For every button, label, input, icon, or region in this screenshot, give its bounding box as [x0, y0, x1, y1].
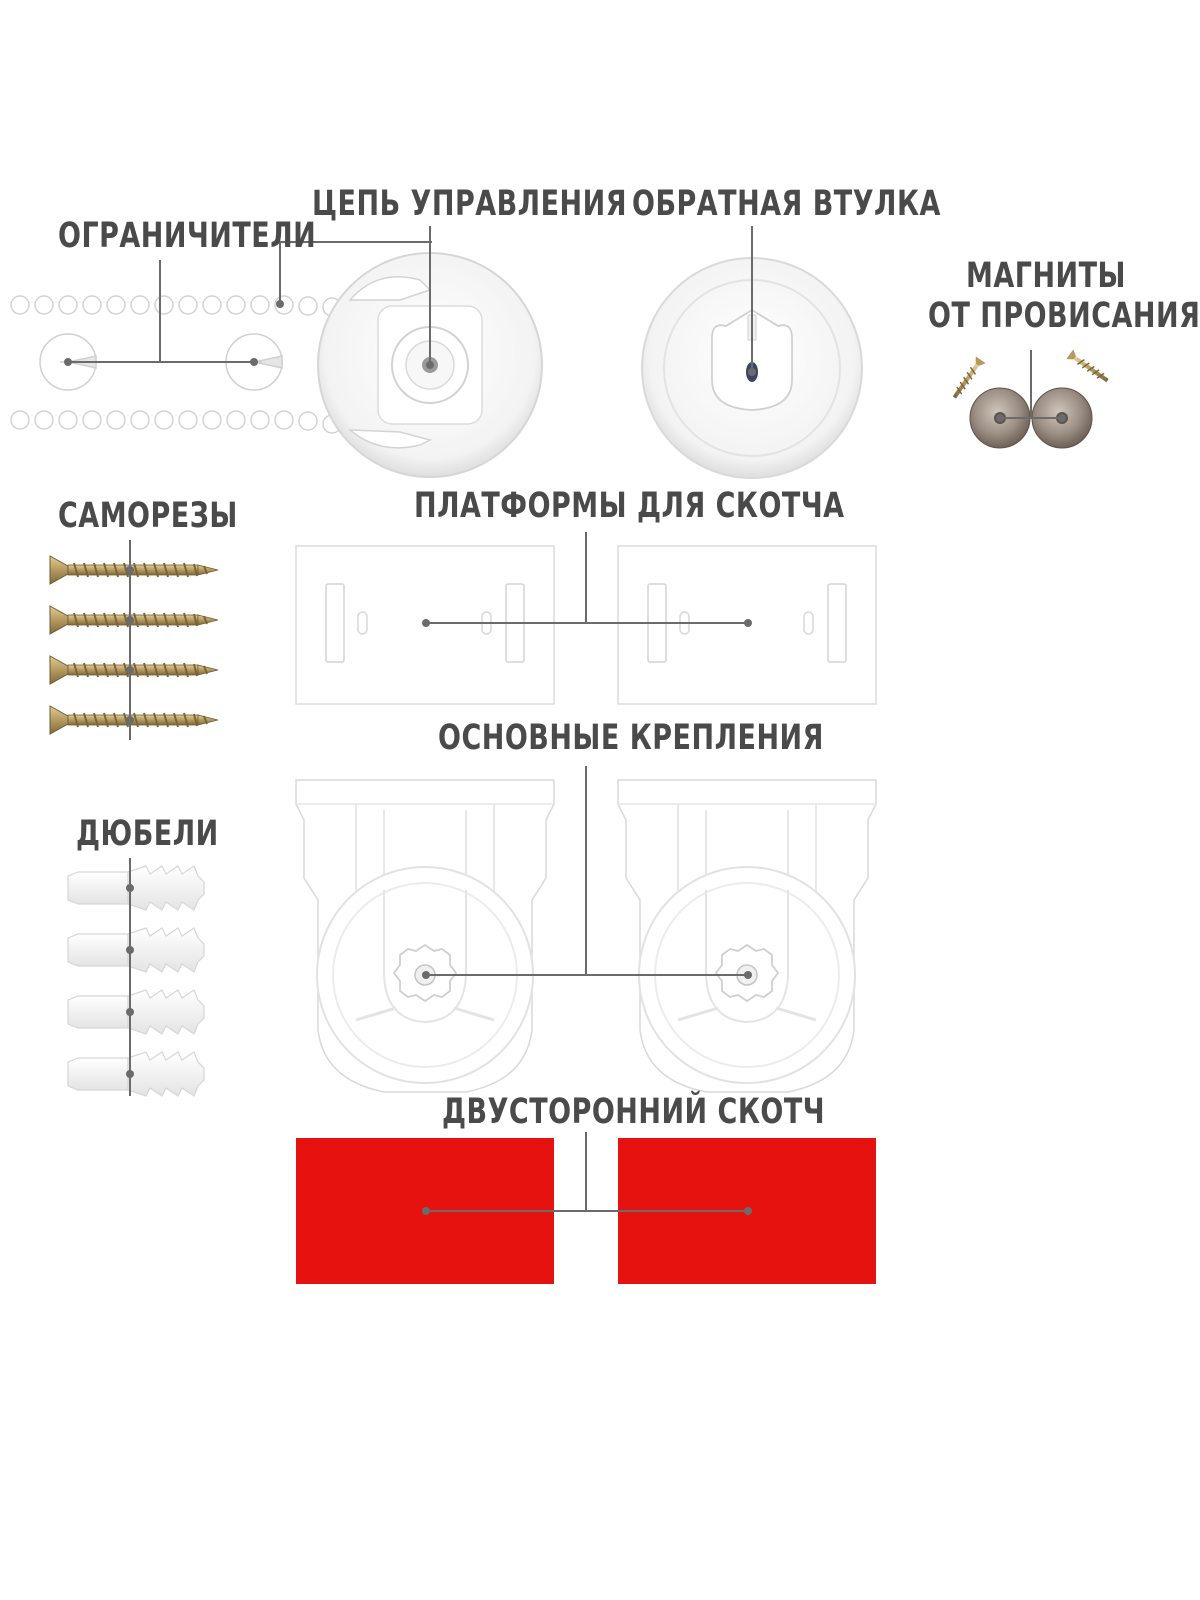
label-dowels: ДЮБЕЛИ [76, 813, 219, 854]
label-limiters: ОГРАНИЧИТЕЛИ [58, 215, 317, 256]
label-tape-platforms: ПЛАТФОРМЫ ДЛЯ СКОТЧА [414, 485, 845, 526]
label-control-chain: ЦЕПЬ УПРАВЛЕНИЯ [312, 183, 627, 224]
label-magnets-line1: МАГНИТЫ [966, 255, 1127, 296]
main-bracket-left [296, 780, 554, 1092]
main-bracket-right [618, 780, 876, 1092]
label-main-brackets: ОСНОВНЫЕ КРЕПЛЕНИЯ [438, 717, 824, 758]
label-magnets-line2: ОТ ПРОВИСАНИЯ [928, 295, 1200, 336]
label-double-sided-tape: ДВУСТОРОННИЙ СКОТЧ [442, 1091, 826, 1132]
screws [50, 556, 218, 734]
dowels [68, 866, 204, 1096]
label-screws: САМОРЕЗЫ [58, 495, 238, 536]
label-return-bushing: ОБРАТНАЯ ВТУЛКА [632, 183, 941, 224]
